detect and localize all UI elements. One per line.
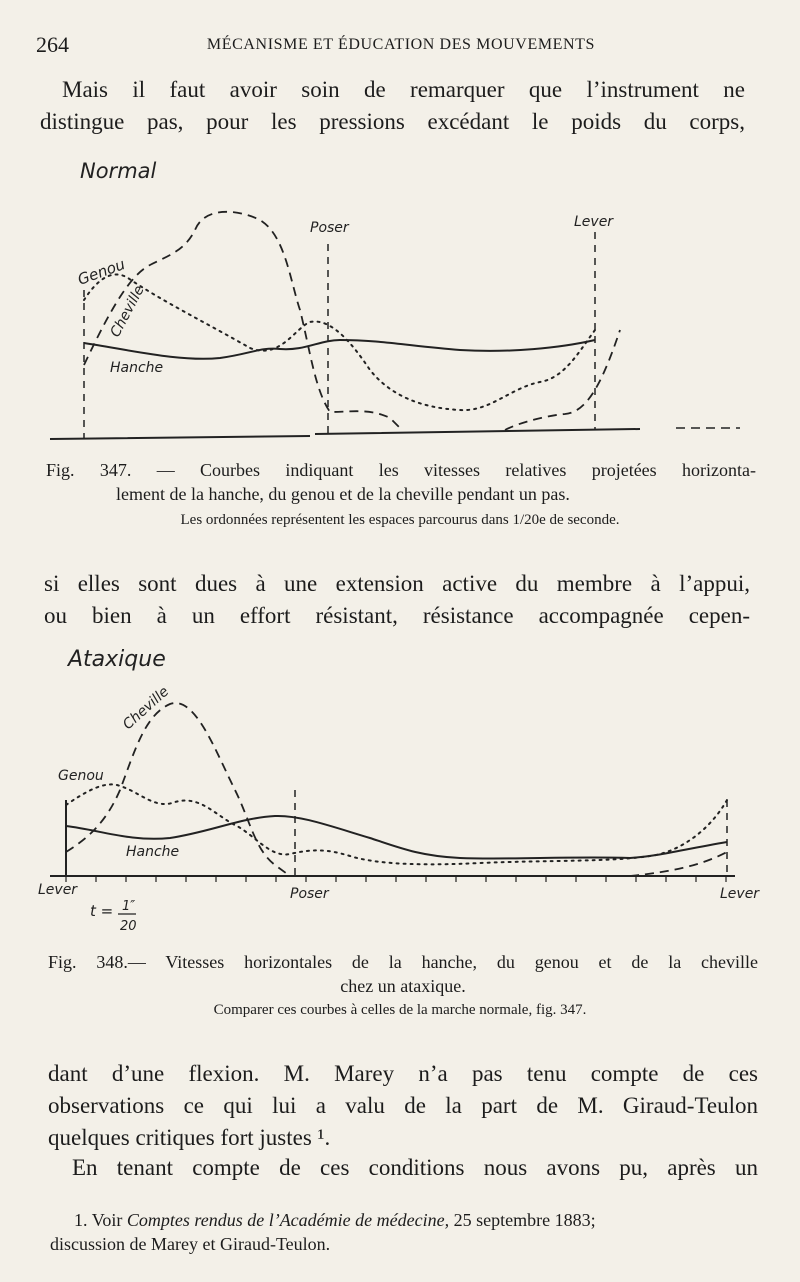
footnote-italic-title: Comptes rendus de l’Académie de médecine, (126, 1210, 450, 1230)
figure-347-note: Les ordonnées représentent les espaces parcourus dans 1/20e de seconde. (180, 512, 620, 528)
curve-genou (84, 274, 595, 410)
footnote-marker: 1. (74, 1210, 88, 1230)
footnote-line (50, 1208, 760, 1232)
caption-line: Fig. 347. — Courbes indiquant les vitesses relatives projetées horizonta- (46, 460, 756, 480)
label-time-numerator: 1″ (122, 899, 136, 914)
label-time-denominator: 20 (120, 919, 137, 934)
figure-title: Normal (80, 159, 157, 183)
label-hanche: Hanche (126, 844, 180, 860)
label-cheville: Cheville (107, 283, 148, 340)
figure-title: Ataxique (68, 647, 166, 672)
label-genou: Genou (58, 768, 104, 784)
footnote-date: 25 septembre 1883; (453, 1210, 596, 1230)
paragraph-4 (48, 1152, 758, 1184)
curve-cheville (84, 212, 620, 430)
running-title: MÉCANISME ET ÉDUCATION DES MOUVEMENTS (206, 36, 596, 53)
text-line: quelques critiques fort justes ¹. (48, 1125, 331, 1150)
text-line: si elles sont dues à une extension active du membre à l’appui, (44, 571, 750, 596)
page-number: 264 (36, 32, 69, 57)
label-genou: Genou (75, 255, 128, 289)
curve-hanche (84, 340, 595, 359)
text-line: ou bien à un effort résistant, résistance accompagnée cepen- (44, 603, 750, 628)
caption-line: chez un ataxique. (340, 976, 466, 996)
text-line: Mais il faut avoir soin de remarquer que l’instrument ne (62, 77, 745, 102)
label-lever-left: Lever (38, 882, 78, 898)
figure-348-note: Comparer ces courbes à celles de la marche normale, fig. 347. (213, 1002, 587, 1018)
paragraph-3 (48, 1058, 758, 1154)
baseline (50, 429, 640, 439)
figure-347 (40, 150, 760, 450)
figure-347-caption (46, 458, 756, 506)
text-line: En tenant compte de ces conditions nous avons pu, après un (72, 1155, 758, 1180)
running-head (36, 32, 766, 60)
label-time-t: t = (90, 902, 114, 920)
paragraph-1 (40, 74, 745, 138)
footnote (50, 1208, 760, 1256)
footnote-text: Voir (91, 1210, 123, 1230)
figure-348 (30, 640, 780, 940)
label-lever-right: Lever (720, 886, 760, 902)
paragraph-2 (44, 568, 750, 632)
label-lever: Lever (574, 214, 614, 230)
label-hanche: Hanche (110, 360, 164, 376)
figure-348-caption (48, 950, 758, 998)
label-poser: Poser (290, 886, 329, 902)
text-line: observations ce qui lui a valu de la part de M. Giraud-Teulon (48, 1093, 758, 1118)
text-line: distingue pas, pour les pressions excédant le poids du corps, (40, 109, 745, 134)
footnote-line-2: discussion de Marey et Giraud-Teulon. (50, 1234, 331, 1254)
caption-line: Fig. 348.— Vitesses horizontales de la hanche, du genou et de la cheville (48, 952, 758, 972)
text-line: dant d’une flexion. M. Marey n’a pas tenu compte de ces (48, 1061, 758, 1086)
label-cheville: Cheville (119, 683, 173, 733)
label-poser: Poser (310, 220, 349, 236)
caption-line: lement de la hanche, du genou et de la cheville pendant un pas. (116, 484, 570, 504)
